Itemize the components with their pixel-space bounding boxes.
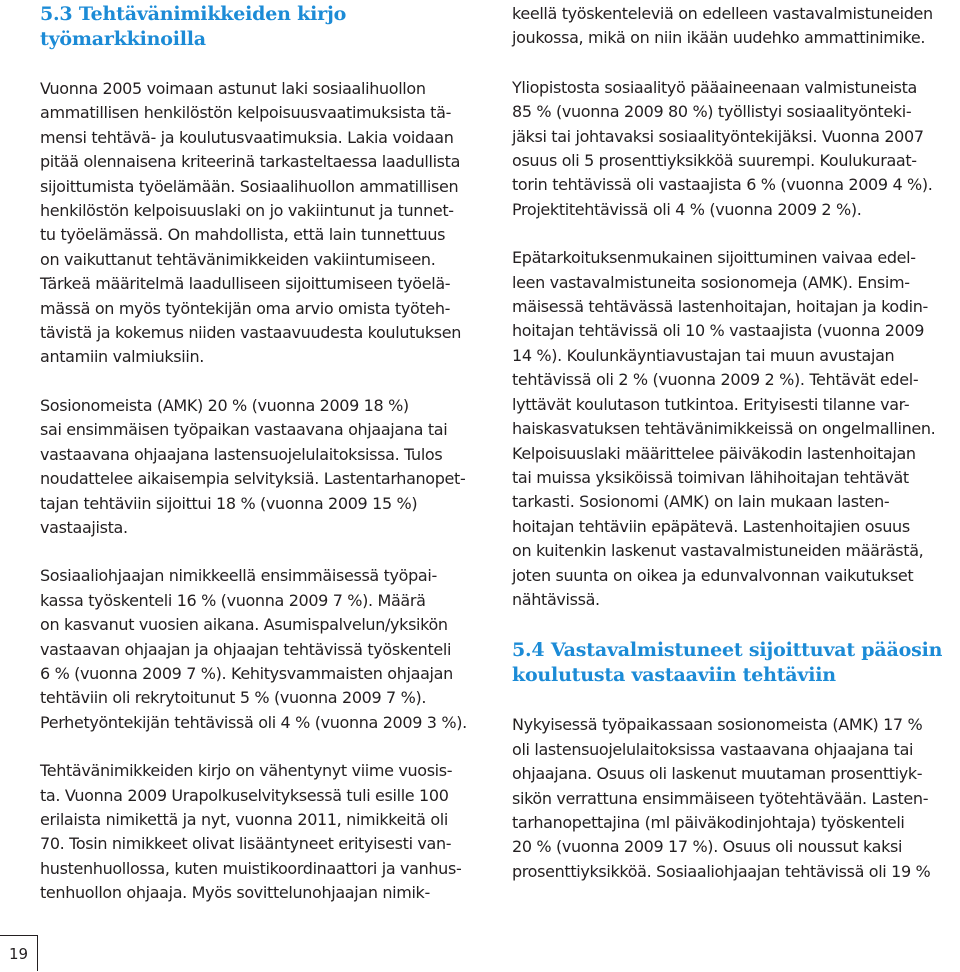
left-column: [40, 0, 496, 906]
paragraph: keellä työskenteleviä on edelleen vastavalmistuneiden joukossa, mikä on niin ikään uudehko ammattinimike.: [512, 4, 933, 48]
paragraph: Epätarkoituksenmukainen sijoittuminen vaivaa edel- leen vastavalmistuneita sosionomeja (AMK). Ensim- mäisessä tehtävässä lastenhoitajan, hoitajan ja kodin- hoitajan tehtävissä oli 10 % vastaajista (vuonna 2009 14 %). Koulunkäyntiavustajan tai muun avustajan tehtävissä oli 2 % (vuonna 2009 2 %). Tehtävät edel- lyttävät koulutason tutkintoa. Erityisesti tilanne var- haiskasvatuksen tehtävänimikkeissä on ongelmallinen. Kelpoisuuslaki määrittelee päiväkodin lastenhoitajan tai muissa yksiköissä toimivan lähihoitajan tehtävät tarkasti. Sosionomi (AMK) on lain mukaan lasten- hoitajan tehtäviin epäpätevä. Lastenhoitajien osuus on kuitenkin laskenut vastavalmistuneiden määrästä, joten suunta on oikea ja edunvalvonnan vaikutukset nähtävissä.: [512, 248, 936, 609]
paragraph: Vuonna 2005 voimaan astunut laki sosiaalihuollon ammatillisen henkilöstön kelpoisuusvaatimuksista tä- mensi tehtävä- ja koulutusvaatimuksia. Lakia voidaan pitää olennaisena kriteerinä tarkasteltaessa laadullista sijoittumista työelämään. Sosiaalihuollon ammatillisen henkilöstön kelpoisuuslaki on jo vakiintunut ja tunnet- tu työelämässä. On mahdollista, että lain tunnettuus on vaikuttanut tehtävänimikkeiden vakiintumiseen. Tärkeä määritelmä laadulliseen sijoittumiseen työelä- mässä on myös työntekijän oma arvio omista työteh- tävistä ja kokemus niiden vastaavuudesta koulutuksen antamiin valmiuksiin.: [40, 79, 462, 367]
section-heading-5-4: 5.4 Vastavalmistuneet sijoittuvat pääosin koulutusta vastaaviin tehtäviin: [512, 639, 943, 687]
right-column: [512, 0, 952, 884]
paragraph: Nykyisessä työpaikassaan sosionomeista (AMK) 17 % oli lastensuojelulaitoksissa vastaavana ohjaajana tai ohjaajana. Osuus oli laskenut muutaman prosenttiyk- sikön verrattuna ensimmäiseen työtehtävään. Lasten- tarhanopettajina (ml päiväkodinjohtaja) työskenteli 20 % (vuonna 2009 17 %). Osuus oli noussut kaksi prosenttiyksikköä. Sosiaaliohjaajan tehtävissä oli 19 %: [512, 715, 931, 881]
paragraph: Sosiaaliohjaajan nimikkeellä ensimmäisessä työpai- kassa työskenteli 16 % (vuonna 2009 7 %). Määrä on kasvanut vuosien aikana. Asumispalvelun/yksikön vastaavan ohjaajan ja ohjaajan tehtävissä työskenteli 6 % (vuonna 2009 7 %). Kehitysvammaisten ohjaajan tehtäviin oli rekrytoitunut 5 % (vuonna 2009 7 %). Perhetyöntekijän tehtävissä oli 4 % (vuonna 2009 3 %).: [40, 566, 467, 732]
paragraph: Tehtävänimikkeiden kirjo on vähentynyt viime vuosis- ta. Vuonna 2009 Urapolkuselvityksessä tuli esille 100 erilaista nimikettä ja nyt, vuonna 2011, nimikkeitä oli 70. Tosin nimikkeet olivat lisääntyneet erityisesti van- hustenhuollossa, kuten muistikoordinaattori ja vanhus- tenhuollon ohjaaja. Myös sovittelunohjaajan nimik-: [40, 761, 462, 903]
section-heading-5-3: 5.3 Tehtävänimikkeiden kirjo työmarkkinoilla: [40, 3, 347, 50]
page-number: 19: [0, 935, 38, 971]
paragraph: Sosionomeista (AMK) 20 % (vuonna 2009 18 %) sai ensimmäisen työpaikan vastaavana ohjaajana tai vastaavana ohjaajana lastensuojelulaitoksissa. Tulos noudattelee aikaisempia selvityksiä. Lastentarhanopet- tajan tehtäviin sijoittui 18 % (vuonna 2009 15 %) vastaajista.: [40, 395, 466, 537]
paragraph: Yliopistosta sosiaalityö pääaineenaan valmistuneista 85 % (vuonna 2009 80 %) työllistyi sosiaalityönteki- jäksi tai johtavaksi sosiaalityöntekijäksi. Vuonna 2007 osuus oli 5 prosenttiyksikköä suurempi. Koulukuraat- torin tehtävissä oli vastaajista 6 % (vuonna 2009 4 %). Projektitehtävissä oli 4 % (vuonna 2009 2 %).: [512, 77, 933, 219]
